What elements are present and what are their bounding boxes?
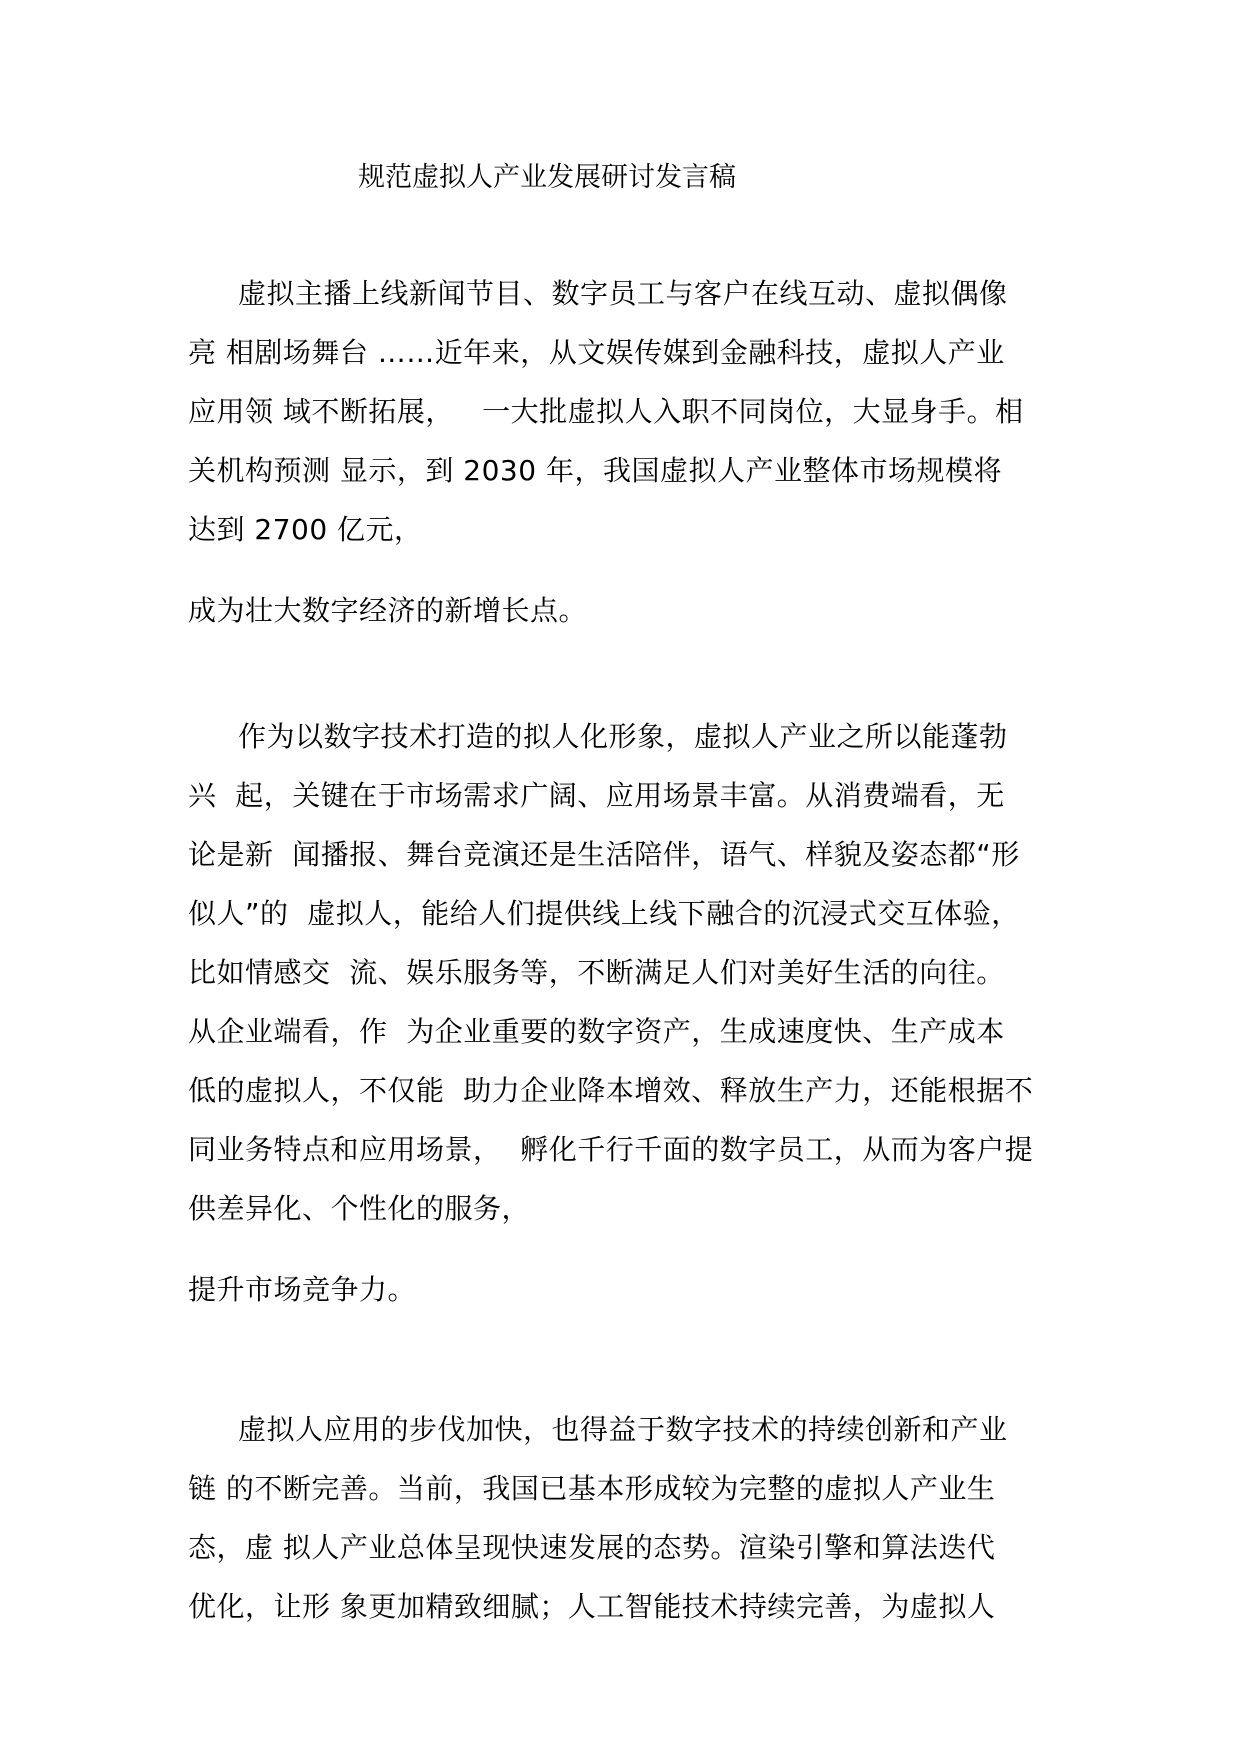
paragraph-2-line-5: 比如情感交 流、娱乐服务等，不断满足人们对美好生活的向往。: [188, 956, 1005, 989]
paragraph-1-line-6: 成为壮大数字经济的新增长点。: [188, 594, 588, 627]
paragraph-1-line-1: 虚拟主播上线新闻节目、数字员工与客户在线互动、虚拟偶像: [238, 277, 1008, 310]
paragraph-2-line-1: 作为以数字技术打造的拟人化形象，虚拟人产业之所以能蓬勃: [238, 720, 1008, 753]
paragraph-1-line-2: 亮 相剧场舞台 ……近年来，从文娱传媒到金融科技，虚拟人产业: [188, 336, 1005, 369]
paragraph-2-line-8: 同业务特点和应用场景， 孵化千行千面的数字员工，从而为客户提: [188, 1133, 1034, 1166]
paragraph-2-line-3: 论是新 闻播报、舞台竞演还是生活陪伴，语气、样貌及姿态都“形: [188, 838, 1020, 871]
paragraph-3-line-1: 虚拟人应用的步伐加快，也得益于数字技术的持续创新和产业: [238, 1413, 1008, 1446]
paragraph-2-line-9: 供差异化、个性化的服务，: [188, 1192, 531, 1225]
paragraph-2-line-2: 兴 起，关键在于市场需求广阔、应用场景丰富。从消费端看，无: [188, 779, 1005, 812]
paragraph-2-line-4: 似人”的 虚拟人，能给人们提供线上线下融合的沉浸式交互体验，: [188, 897, 1020, 930]
document-title: 规范虚拟人产业发展研讨发言稿: [358, 162, 736, 193]
paragraph-1-line-3: 应用领 域不断拓展， 一大批虚拟人入职不同岗位，大显身手。相: [188, 395, 1024, 428]
paragraph-3-line-4: 优化，让形 象更加精致细腻；人工智能技术持续完善，为虚拟人: [188, 1590, 996, 1623]
paragraph-3-line-2: 链 的不断完善。当前，我国已基本形成较为完整的虚拟人产业生: [188, 1472, 996, 1505]
paragraph-2-line-10: 提升市场竞争力。: [188, 1273, 417, 1306]
paragraph-1-line-5: 达到 2700 亿元，: [188, 513, 423, 546]
paragraph-2-line-6: 从企业端看，作 为企业重要的数字资产，生成速度快、生产成本: [188, 1015, 1005, 1048]
paragraph-1-line-4: 关机构预测 显示，到 2030 年，我国虚拟人产业整体市场规模将: [188, 454, 1002, 487]
paragraph-2-line-7: 低的虚拟人，不仅能 助力企业降本增效、释放生产力，还能根据不: [188, 1074, 1034, 1107]
paragraph-3-line-3: 态，虚 拟人产业总体呈现快速发展的态势。渲染引擎和算法迭代: [188, 1531, 996, 1564]
